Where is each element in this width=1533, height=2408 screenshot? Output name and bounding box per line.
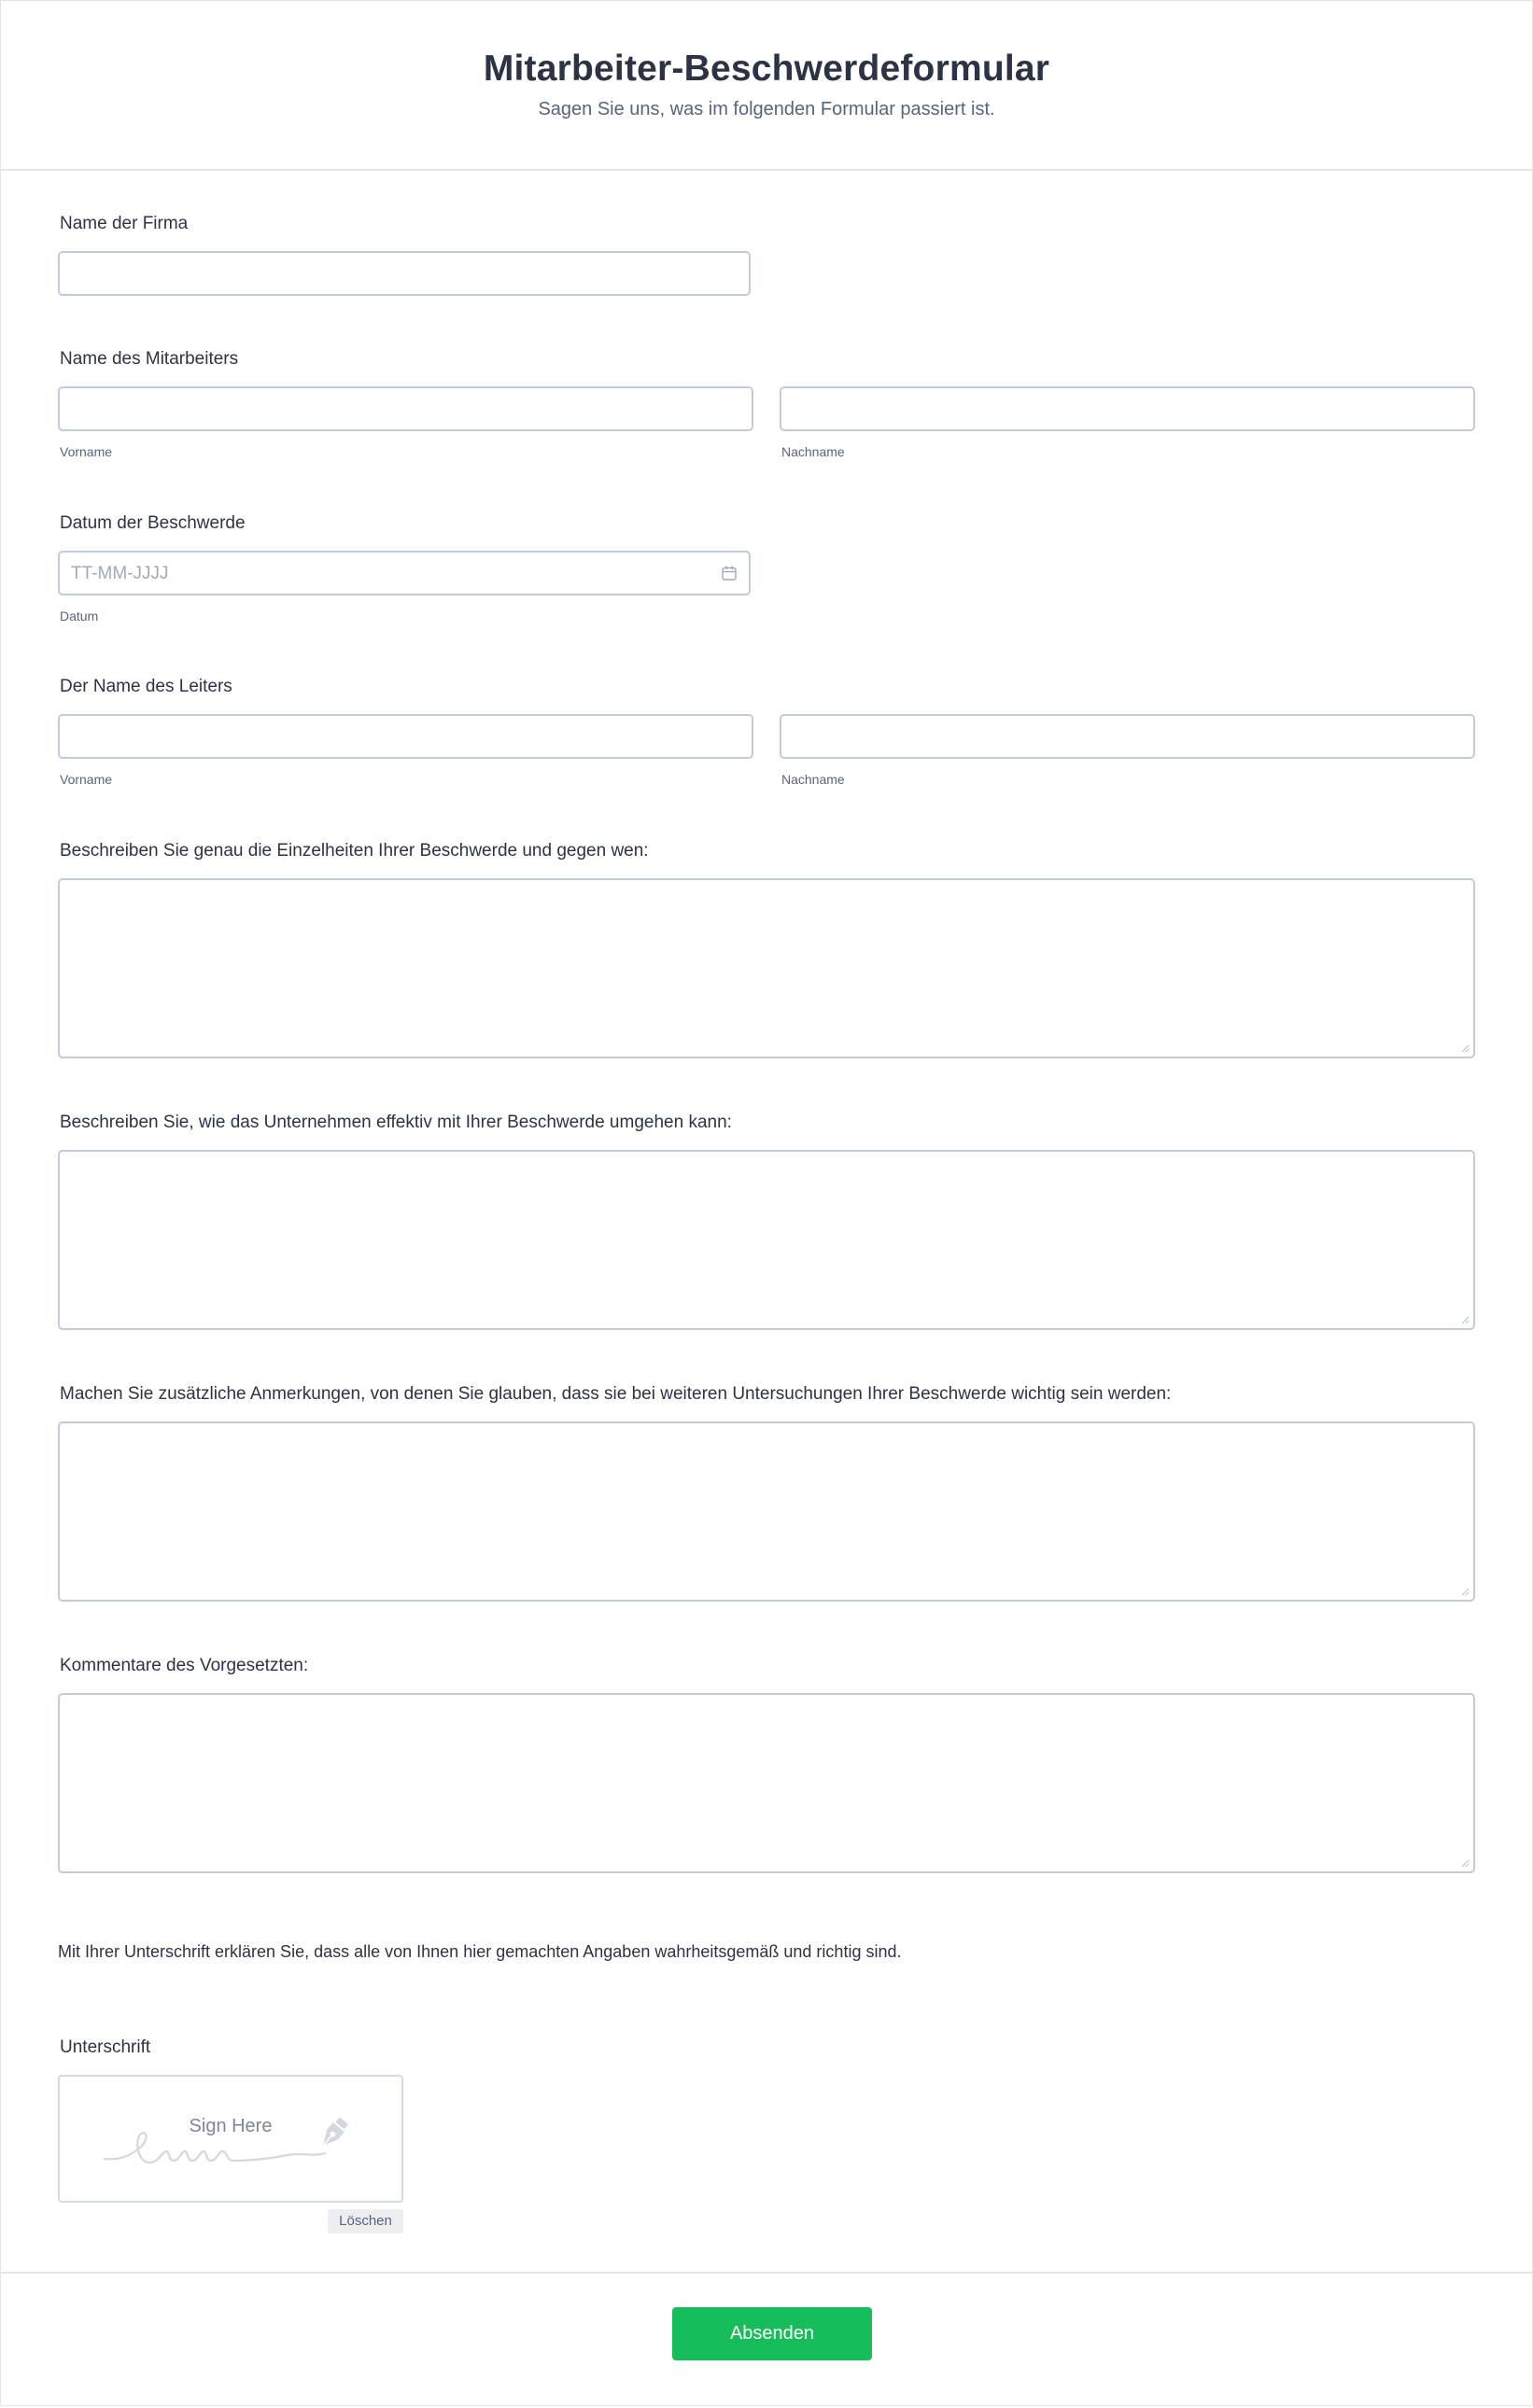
manager-first-name-input[interactable] — [58, 714, 753, 759]
resize-handle-icon[interactable] — [1460, 1043, 1470, 1053]
employee-last-name-input[interactable] — [780, 386, 1475, 431]
company-input[interactable] — [58, 251, 751, 296]
manager-last-name-sublabel: Nachname — [781, 772, 845, 787]
declaration-text: Mit Ihrer Unterschrift erklären Sie, dass alle von Ihnen hier gemachten Angaben wahrheitsgemäß und richtig sind. — [58, 1942, 902, 1961]
resize-handle-icon[interactable] — [1460, 1315, 1470, 1324]
resolution-textarea[interactable] — [58, 1150, 1475, 1330]
details-textarea[interactable] — [58, 878, 1475, 1058]
date-sublabel: Datum — [60, 609, 99, 623]
resize-handle-icon[interactable] — [1460, 1587, 1470, 1596]
date-label: Datum der Beschwerde — [60, 513, 246, 533]
signature-placeholder: Sign Here — [189, 2116, 273, 2136]
submit-button[interactable]: Absenden — [672, 2307, 872, 2360]
supervisor-comments-label: Kommentare des Vorgesetzten: — [60, 1656, 309, 1675]
form-subtitle: Sagen Sie uns, was im folgenden Formular passiert ist. — [538, 99, 995, 119]
form-title: Mitarbeiter-Beschwerdeformular — [483, 49, 1050, 89]
resolution-label: Beschreiben Sie, wie das Unternehmen effektiv mit Ihrer Beschwerde umgehen kann: — [60, 1113, 732, 1132]
pen-nib-icon — [314, 2114, 353, 2153]
remarks-textarea[interactable] — [58, 1421, 1475, 1602]
manager-first-name-sublabel: Vorname — [60, 772, 113, 787]
supervisor-comments-textarea[interactable] — [58, 1693, 1475, 1873]
details-label: Beschreiben Sie genau die Einzelheiten Ihrer Beschwerde und gegen wen: — [60, 841, 649, 861]
resize-handle-icon[interactable] — [1460, 1858, 1470, 1868]
clear-signature-button[interactable]: Löschen — [328, 2209, 403, 2233]
date-input[interactable] — [58, 551, 751, 595]
employee-last-name-sublabel: Nachname — [781, 444, 845, 459]
company-label: Name der Firma — [60, 214, 189, 233]
remarks-label: Machen Sie zusätzliche Anmerkungen, von denen Sie glauben, dass sie bei weiteren Untersuchungen Ihrer Beschwerde wichtig sein werden: — [60, 1384, 1172, 1404]
calendar-icon[interactable] — [721, 565, 738, 581]
signature-pad[interactable] — [58, 2075, 403, 2203]
employee-first-name-input[interactable] — [58, 386, 753, 431]
date-placeholder: TT-MM-JJJJ — [71, 564, 169, 583]
manager-last-name-input[interactable] — [780, 714, 1475, 759]
employee-name-label: Name des Mitarbeiters — [60, 349, 239, 369]
form-header — [0, 0, 1533, 171]
signature-label: Unterschrift — [60, 2037, 151, 2057]
employee-first-name-sublabel: Vorname — [60, 444, 113, 459]
manager-name-label: Der Name des Leiters — [60, 677, 232, 696]
